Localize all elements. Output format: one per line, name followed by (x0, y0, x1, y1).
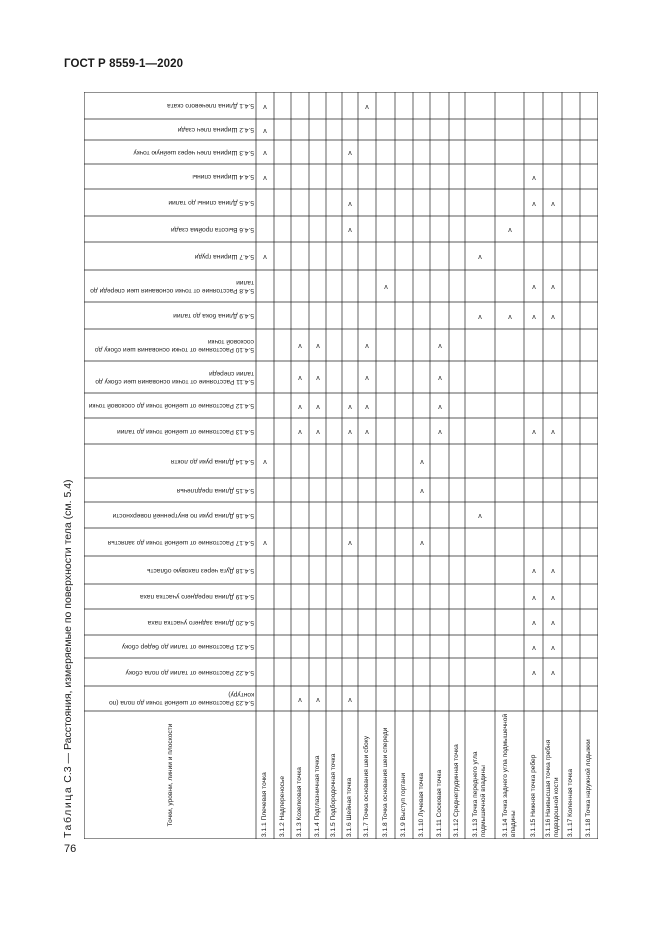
row-label-text: 3.1.6 Шейная точка (346, 777, 354, 837)
check-mark: v (298, 342, 302, 349)
table-caption-text: С.3 — Расстояния, измеряемые по поверхности тела (см. 5.4) (62, 479, 74, 786)
check-mark: v (365, 342, 369, 349)
check-mark: v (263, 253, 267, 260)
check-mark: v (437, 402, 442, 410)
check-mark: v (365, 402, 369, 410)
check-mark: v (348, 402, 352, 410)
check-mark: v (478, 253, 482, 260)
row-label (466, 713, 494, 837)
check-mark: v (531, 428, 536, 435)
column-label-text: 5.4.21 Расстояние от талии до бедер сбоку (121, 643, 254, 651)
check-mark: v (315, 374, 320, 381)
column-label (86, 419, 254, 443)
check-mark: v (348, 149, 352, 156)
column-label (86, 330, 254, 360)
column-label-text: 5.4.20 Длина заднего участка паха (147, 618, 254, 626)
row-label (414, 713, 429, 837)
column-label (86, 362, 254, 392)
check-mark: v (550, 428, 555, 435)
check-mark: v (507, 312, 512, 320)
row-label-text: 3.1.4 Подглазничная точка (313, 755, 321, 837)
column-label-text: 5.4.6 Высота пройма сзади (170, 225, 254, 233)
check-mark: v (531, 643, 536, 651)
column-label-text: 5.4.1 Длина плечевого ската (167, 102, 254, 110)
row-label-text: 3.1.7 Точка основания шеи сбоку (363, 735, 371, 837)
check-mark: v (383, 283, 388, 290)
check-mark: v (531, 283, 536, 290)
column-label (86, 190, 254, 215)
check-mark: v (365, 102, 369, 110)
row-label (275, 713, 290, 837)
row-label-text: 3.1.10 Лучевая точка (417, 772, 425, 837)
check-mark: v (298, 374, 302, 381)
column-label (86, 503, 254, 527)
column-label-text: 5.4.3 Ширина плеч через шейную точку (133, 148, 254, 156)
check-mark: v (531, 199, 536, 207)
check-mark: v (531, 593, 536, 601)
row-label (343, 713, 357, 837)
table-caption (62, 90, 78, 838)
row-label (496, 713, 523, 837)
column-label (86, 585, 254, 608)
check-mark: v (263, 539, 267, 546)
row-label-text: 3.1.16 Наивысшая точка гребня подвздошной кости (544, 739, 560, 837)
column-label-text: 5.4.12 Расстояние от шейной точки до сосковой точки (88, 402, 254, 410)
check-mark: v (531, 619, 536, 626)
check-mark: v (550, 567, 555, 574)
row-label-text: 3.1.1 Плечевая точка (261, 772, 269, 837)
column-label-text: 5.4.22 Расстояние от талии до пола сбоку (125, 668, 254, 676)
column-label (86, 93, 254, 118)
row-label-text: 3.1.18 Точка наружной лодыжки (585, 739, 593, 837)
row-label-text: 3.1.2 Надпереносье (278, 775, 286, 837)
check-mark: v (419, 458, 424, 465)
row-label-text: 3.1.15 Нижняя точка ребер (529, 754, 537, 837)
check-mark: v (298, 428, 302, 435)
column-label (86, 141, 254, 163)
check-mark: v (531, 669, 536, 676)
check-mark: v (550, 669, 555, 676)
check-mark: v (419, 539, 424, 546)
check-mark: v (365, 374, 369, 381)
row-label (563, 713, 579, 837)
check-mark: v (348, 695, 352, 703)
row-label (327, 713, 341, 837)
row-label-text: 3.1.5 Подбородочная точка (330, 753, 338, 837)
column-label (86, 610, 254, 634)
page-number: 76 (64, 843, 77, 855)
row-label (525, 713, 542, 837)
check-mark: v (550, 593, 555, 601)
column-label (86, 271, 254, 301)
check-mark: v (263, 149, 267, 156)
column-label-text: 5.4.18 Дуга через паховую область (147, 566, 254, 574)
row-label-text: 3.1.13 Точка переднего угла подмышечной впадины (472, 751, 487, 837)
check-mark: v (550, 283, 555, 290)
column-label-text: 5.4.13 Расстояние от шейной точки до талии (117, 427, 254, 435)
check-mark: v (531, 312, 536, 320)
check-mark: v (550, 619, 555, 626)
row-label (377, 713, 394, 837)
check-mark: v (315, 428, 320, 435)
column-label (86, 557, 254, 583)
column-label-text: 5.4.4 Ширина спины (192, 173, 254, 181)
check-mark: v (531, 173, 536, 181)
column-label-text: 5.4.11 Расстояние от точки основания шеи сбоку до талии спереди (95, 370, 254, 385)
row-label (292, 713, 308, 837)
table-caption-label: Таблица (62, 785, 74, 838)
row-label-text: 3.1.3 Козелковая точка (296, 767, 304, 837)
check-mark: v (419, 487, 424, 494)
check-mark: v (263, 458, 267, 465)
row-label-text: 3.1.14 Точка заднего угла подмышечной впадины (501, 713, 517, 837)
column-label (86, 303, 254, 328)
row-label (450, 713, 464, 837)
document-header: ГОСТ Р 8559-1—2020 (64, 58, 184, 70)
check-mark: v (478, 312, 482, 320)
distances-table (84, 92, 598, 839)
row-label (581, 713, 597, 837)
row-label (544, 713, 561, 837)
row-label (257, 713, 273, 837)
row-label-text: 3.1.9 Выступ гортани (400, 772, 408, 837)
check-mark: v (315, 402, 320, 410)
check-mark: v (531, 567, 536, 574)
row-label-text: 3.1.17 Коленная точка (567, 769, 575, 837)
check-mark: v (315, 695, 320, 703)
row-label (310, 713, 325, 837)
check-mark: v (348, 226, 352, 233)
check-mark: v (263, 173, 267, 181)
column-label-text: 5.4.19 Длина переднего участка паха (139, 593, 254, 601)
check-mark: v (298, 402, 302, 410)
column-label (86, 217, 254, 241)
column-label-text: 5.4.23 Расстояние от шейной точки до пола (по контуру) (109, 691, 254, 707)
row-label (431, 713, 448, 837)
column-label-text: 5.4.15 Длина предплечья (176, 486, 254, 494)
check-mark: v (348, 428, 352, 435)
check-mark: v (315, 342, 320, 349)
check-mark: v (478, 512, 482, 519)
column-label (86, 165, 254, 188)
check-mark: v (365, 428, 369, 435)
row-label-text: 3.1.8 Точка основания шеи спереди (381, 727, 389, 837)
column-label (86, 445, 254, 477)
corner-label: Точки, уровни, линии и плоскости (166, 723, 174, 827)
check-mark: v (550, 312, 555, 320)
column-label (86, 479, 254, 501)
check-mark: v (437, 374, 442, 381)
check-mark: v (507, 226, 512, 233)
column-label (86, 394, 254, 417)
column-label (86, 687, 254, 710)
column-label-text: 5.4.5 Длина спины до талии (168, 199, 254, 207)
column-label-text: 5.4.17 Расстояние от шейной точки до запястья (107, 538, 254, 546)
check-mark: v (550, 199, 555, 207)
column-label (86, 636, 254, 657)
row-label (359, 713, 375, 837)
column-label-text: 5.4.10 Расстояние от точки основания шеи сбоку до сосковой точки (94, 338, 254, 353)
column-label-text: 5.4.9 Длина бока до талии (173, 312, 254, 320)
column-label-text: 5.4.14 Длина руки до локтя (170, 457, 254, 465)
check-mark: v (437, 428, 442, 435)
column-label-text: 5.4.8 Расстояние от точки основания шеи спереди до талии (90, 279, 254, 294)
column-label-text: 5.4.16 Длина руки по внутренней поверхности (112, 511, 254, 519)
check-mark: v (550, 643, 555, 651)
check-mark: v (263, 102, 267, 110)
row-label-text: 3.1.12 Среднегрудинная точка (453, 744, 461, 837)
column-label-text: 5.4.7 Ширина груди (194, 252, 254, 260)
column-label (86, 120, 254, 139)
check-mark: v (263, 126, 267, 134)
column-label (86, 529, 254, 555)
column-label (86, 659, 254, 685)
check-mark: v (298, 695, 302, 703)
check-mark: v (348, 199, 352, 207)
check-mark: v (348, 539, 352, 546)
check-mark: v (437, 342, 442, 349)
column-label (86, 243, 254, 269)
row-label (396, 713, 412, 837)
column-label-text: 5.4.2 Ширина плеч сзади (177, 126, 254, 134)
row-label-text: 3.1.11 Сосковая точка (435, 769, 443, 837)
